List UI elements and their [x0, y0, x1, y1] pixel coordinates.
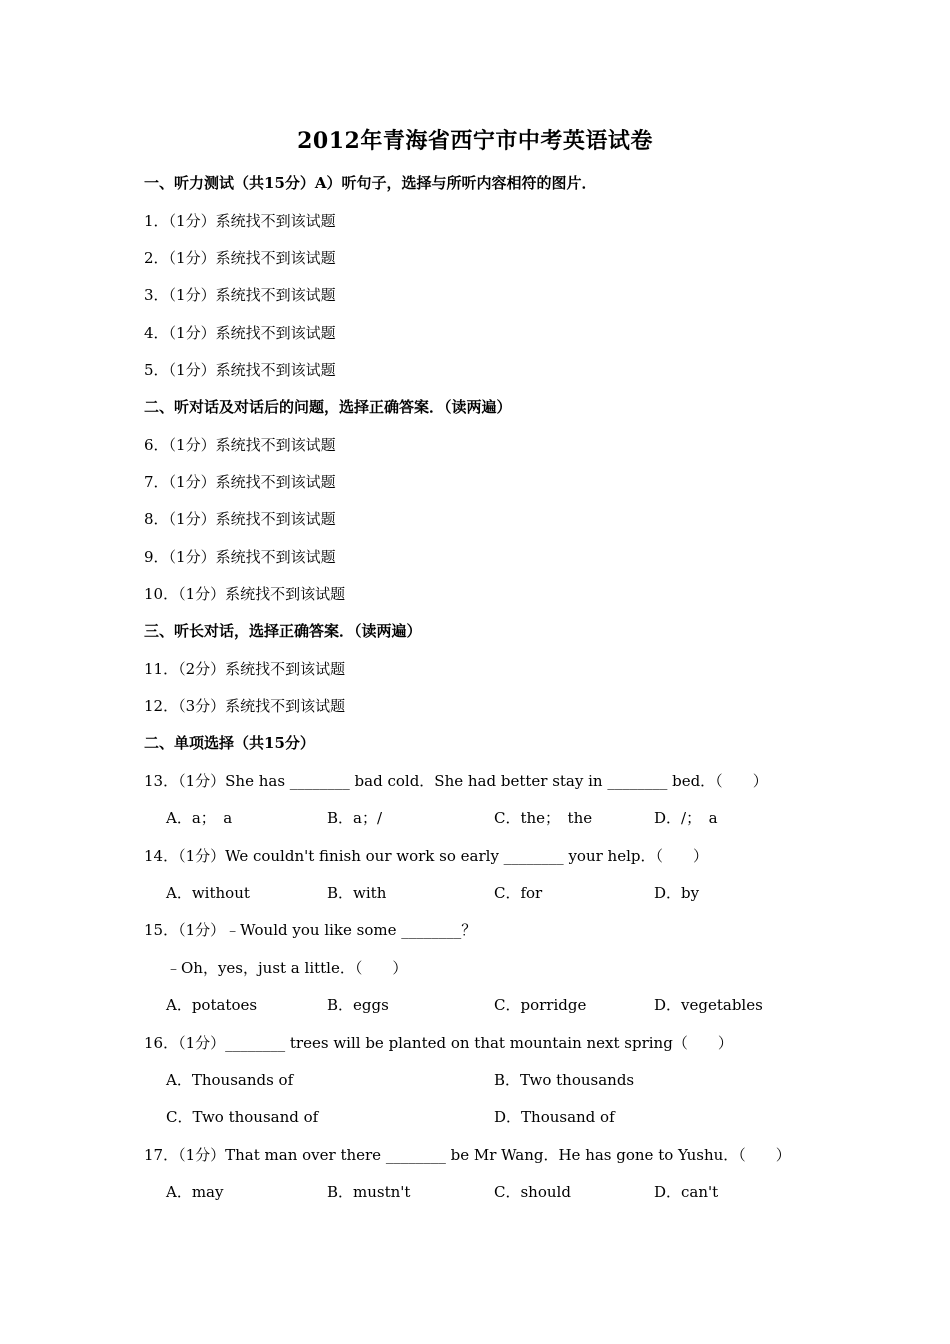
- question-15-reply: ﹣Oh，yes，just a little．（ ）: [166, 959, 408, 977]
- question-12: 12．（3分）系统找不到该试题: [144, 697, 346, 715]
- question-8: 8．（1分）系统找不到该试题: [144, 510, 336, 528]
- question-2: 2．（1分）系统找不到该试题: [144, 249, 336, 267]
- question-15-option-b: B．eggs: [327, 996, 389, 1014]
- question-13-option-c: C．the； the: [494, 809, 593, 827]
- question-17-option-d: D．can't: [654, 1183, 719, 1201]
- question-16-option-a: A．Thousands of: [166, 1071, 294, 1089]
- question-3: 3．（1分）系统找不到该试题: [144, 286, 336, 304]
- question-7: 7．（1分）系统找不到该试题: [144, 473, 336, 491]
- question-17-option-b: B．mustn't: [327, 1183, 411, 1201]
- question-13-option-a: A．a； a: [166, 809, 233, 827]
- question-15-option-c: C．porridge: [494, 996, 587, 1014]
- question-14-option-b: B．with: [327, 884, 387, 902]
- question-16-option-c: C．Two thousand of: [166, 1108, 319, 1126]
- question-16-option-d: D．Thousand of: [494, 1108, 615, 1126]
- question-14-option-a: A．without: [166, 884, 250, 902]
- question-10: 10．（1分）系统找不到该试题: [144, 585, 346, 603]
- question-13-stem: 13．（1分）She has ________ bad cold．She had better stay in ________ bed．（ ）: [144, 772, 768, 790]
- question-16-stem: 16．（1分）________ trees will be planted on that mountain next spring（ ）: [144, 1034, 733, 1052]
- question-15-option-a: A．potatoes: [166, 996, 258, 1014]
- section-heading-dialogue: 二、听对话及对话后的问题，选择正确答案．（读两遍）: [144, 398, 512, 416]
- question-6: 6．（1分）系统找不到该试题: [144, 436, 336, 454]
- question-17-option-c: C．should: [494, 1183, 571, 1201]
- question-1: 1．（1分）系统找不到该试题: [144, 212, 336, 230]
- question-15-option-d: D．vegetables: [654, 996, 763, 1014]
- question-9: 9．（1分）系统找不到该试题: [144, 548, 336, 566]
- section-heading-multiple-choice: 二、单项选择（共15分）: [144, 734, 315, 752]
- question-16-option-b: B．Two thousands: [494, 1071, 635, 1089]
- page-title: 2012年青海省西宁市中考英语试卷: [297, 128, 653, 154]
- question-17-option-a: A．may: [166, 1183, 224, 1201]
- question-17-stem: 17．（1分）That man over there ________ be Mr Wang．He has gone to Yushu．（ ）: [144, 1146, 791, 1164]
- question-13-option-b: B．a；/: [327, 809, 383, 827]
- question-15-stem: 15．（1分）﹣Would you like some ________？: [144, 921, 477, 939]
- question-14-option-d: D．by: [654, 884, 700, 902]
- question-11: 11．（2分）系统找不到该试题: [144, 660, 346, 678]
- question-5: 5．（1分）系统找不到该试题: [144, 361, 336, 379]
- question-4: 4．（1分）系统找不到该试题: [144, 324, 336, 342]
- question-14-stem: 14．（1分）We couldn't finish our work so early ________ your help．（ ）: [144, 847, 708, 865]
- question-14-option-c: C．for: [494, 884, 543, 902]
- question-13-option-d: D．/； a: [654, 809, 718, 827]
- section-heading-long-dialogue: 三、听长对话，选择正确答案．（读两遍）: [144, 622, 422, 640]
- section-heading-listening: 一、听力测试（共15分）A）听句子，选择与所听内容相符的图片．: [144, 174, 597, 192]
